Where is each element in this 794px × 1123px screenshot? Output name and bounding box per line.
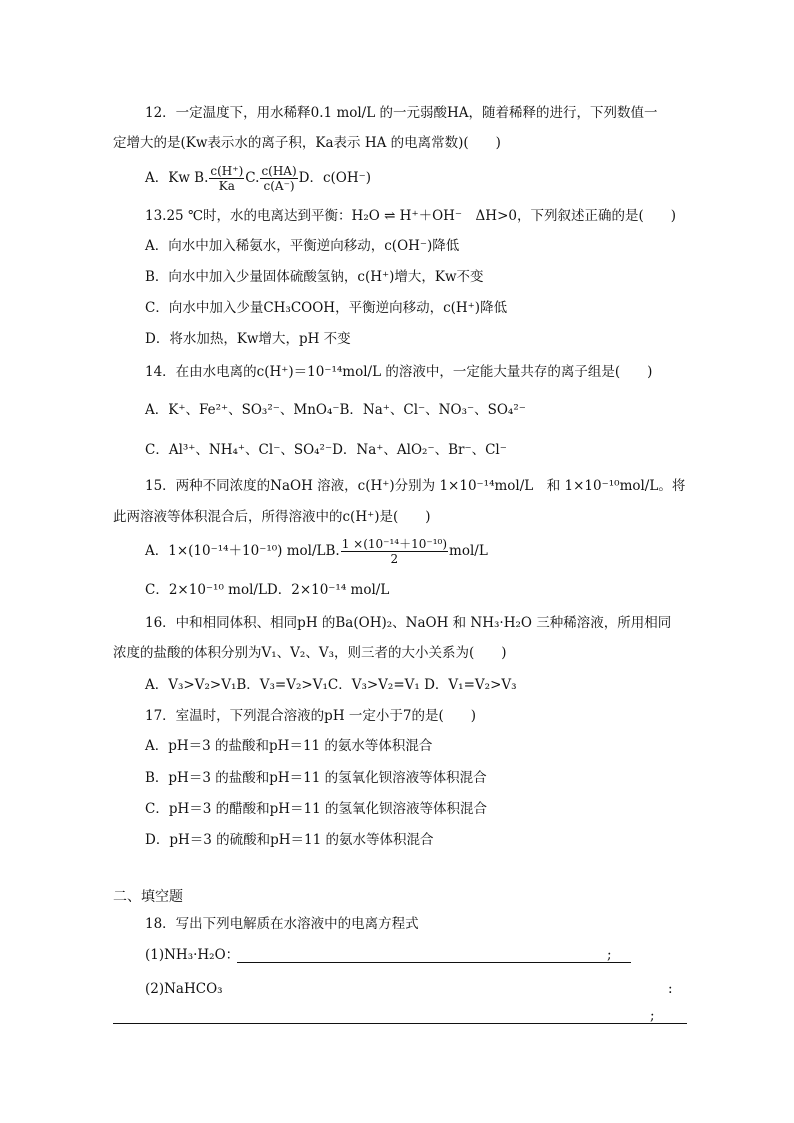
q15-option-a: A．1×(10⁻¹⁴＋10⁻¹⁰) mol/LB. xyxy=(145,543,340,559)
q18-item2-colon: : xyxy=(668,981,673,997)
q17-option-b: B．pH＝3 的盐酸和pH＝11 的氢氧化钡溶液等体积混合 xyxy=(145,770,487,786)
q12-line2: 定增大的是(Kw表示水的离子积，Ka表示 HA 的电离常数)( ) xyxy=(113,135,501,151)
q14-options-cd: C．Al³⁺、NH₄⁺、Cl⁻、SO₄²⁻D．Na⁺、AlO₂⁻、Br⁻、Cl⁻ xyxy=(145,442,507,458)
q18-item1-semicolon: ; xyxy=(607,947,612,963)
q15-option-b-unit: mol/L xyxy=(449,543,488,559)
q13-stem: 13.25 ℃时，水的电离达到平衡：H₂O ⇌ H⁺＋OH⁻ ΔH>0，下列叙述正确的是( ) xyxy=(145,208,677,224)
q12-frac1-numerator: c(H⁺) xyxy=(210,164,244,178)
q14-stem: 14．在由水电离的c(H⁺)＝10⁻¹⁴mol/L 的溶液中，一定能大量共存的离子组是( ) xyxy=(145,364,653,380)
q16-line2: 浓度的盐酸的体积分别为V₁、V₂、V₃，则三者的大小关系为( ) xyxy=(113,645,507,661)
q12-option-d: D．c(OH⁻) xyxy=(298,170,372,186)
q12-frac2-denominator: c(A⁻) xyxy=(263,179,295,193)
q12-option-a: A．Kw B. xyxy=(145,170,209,186)
q12-option-b-fraction xyxy=(209,164,244,193)
q17-option-c: C．pH＝3 的醋酸和pH＝11 的氢氧化钡溶液等体积混合 xyxy=(145,801,488,817)
q18-item1-answer-blank[interactable] xyxy=(237,962,631,963)
q17-option-d: D．pH＝3 的硫酸和pH＝11 的氨水等体积混合 xyxy=(145,832,434,848)
q12-option-c-fraction xyxy=(260,164,297,193)
q12-option-c-label: C. xyxy=(245,170,260,186)
q17-stem: 17．室温时，下列混合溶液的pH 一定小于7的是( ) xyxy=(145,708,477,724)
q13-option-b: B．向水中加入少量固体硫酸氢钠，c(H⁺)增大，Kw不变 xyxy=(145,269,484,285)
q13-option-a: A．向水中加入稀氨水，平衡逆向移动，c(OH⁻)降低 xyxy=(145,238,460,254)
q15-frac-denominator: 2 xyxy=(390,552,399,566)
q15-options-cd: C．2×10⁻¹⁰ mol/LD．2×10⁻¹⁴ mol/L xyxy=(145,582,390,598)
q15-frac-numerator: 1 ×(10⁻¹⁴＋10⁻¹⁰) xyxy=(341,537,448,551)
q15-line1: 15．两种不同浓度的NaOH 溶液，c(H⁺)分别为 1×10⁻¹⁴mol/L 和 1×10⁻¹⁰mol/L。将 xyxy=(145,478,686,494)
q18-item2-label: (2)NaHCO₃ xyxy=(145,981,223,997)
section-title: 二、填空题 xyxy=(113,889,183,905)
q13-option-d: D．将水加热，Kw增大，pH 不变 xyxy=(145,331,351,347)
q18-item1-label: (1)NH₃·H₂O： xyxy=(145,947,240,963)
q13-option-c: C．向水中加入少量CH₃COOH，平衡逆向移动，c(H⁺)降低 xyxy=(145,300,508,316)
q17-option-a: A．pH＝3 的盐酸和pH＝11 的氨水等体积混合 xyxy=(145,738,433,754)
q18-item2-answer-blank[interactable] xyxy=(113,1023,687,1024)
q14-options-ab: A．K⁺、Fe²⁺、SO₃²⁻、MnO₄⁻B．Na⁺、Cl⁻、NO₃⁻、SO₄²⁻ xyxy=(145,402,526,418)
q12-line1: 12．一定温度下，用水稀释0.1 mol/L 的一元弱酸HA，随着稀释的进行，下列数值一 xyxy=(145,105,658,121)
q15-line2: 此两溶液等体积混合后，所得溶液中的c(H⁺)是( ) xyxy=(113,509,431,525)
q12-frac2-numerator: c(HA) xyxy=(261,164,297,178)
q12-frac1-denominator: Ka xyxy=(218,179,235,193)
q16-options: A．V₃>V₂>V₁B．V₃=V₂>V₁C．V₃>V₂=V₁ D．V₁=V₂>V₃ xyxy=(145,677,517,693)
q15-options-ab xyxy=(145,534,488,568)
q12-options xyxy=(145,161,371,195)
q15-option-b-fraction xyxy=(341,537,448,566)
q18-item2-semicolon: ; xyxy=(650,1008,655,1024)
q16-line1: 16．中和相同体积、相同pH 的Ba(OH)₂、NaOH 和 NH₃·H₂O 三种稀溶液，所用相同 xyxy=(145,615,672,631)
q18-stem: 18．写出下列电解质在水溶液中的电离方程式 xyxy=(145,916,419,932)
